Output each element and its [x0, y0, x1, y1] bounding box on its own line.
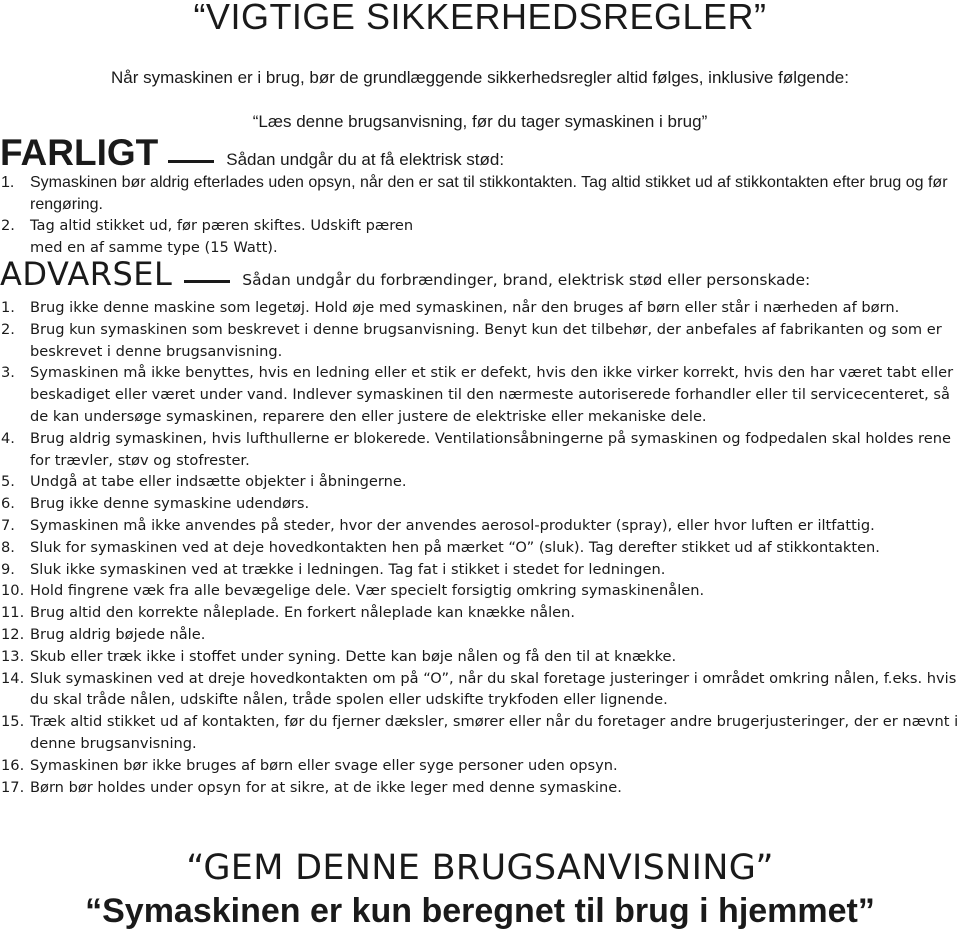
danger-subtitle: Sådan undgår du at få elektrisk stød:	[226, 150, 505, 169]
warning-heading-row	[0, 255, 810, 293]
warning-heading: ADVARSEL	[0, 255, 173, 293]
item-text: Træk altid stikket ud af kontakten, før du fjerner dæksler, smører eller når du foretager andre brugerjusteringer, der er nævnt i denne brugsanvisning.	[30, 713, 959, 752]
item-text: Brug ikke denne symaskine udendørs.	[30, 495, 310, 513]
list-item	[0, 668, 960, 712]
read-manual-note: “Læs denne brugsanvisning, før du tager symaskinen i brug”	[252, 112, 708, 131]
item-number: 15.	[1, 713, 25, 731]
item-text: Symaskinen bør ikke bruges af børn eller svage eller syge personer uden opsyn.	[30, 756, 618, 774]
item-number: 1.	[1, 174, 15, 191]
list-item	[0, 537, 960, 559]
item-text: Undgå at tabe eller indsætte objekter i åbningerne.	[30, 473, 407, 491]
list-item	[0, 624, 960, 646]
danger-heading: FARLIGT	[0, 132, 159, 173]
intro-text: Når symaskinen er i brug, bør de grundlæggende sikkerhedsregler altid følges, inklusive følgende:	[111, 68, 849, 87]
footer-keep-manual: “GEM DENNE BRUGSANVISNING”	[186, 848, 774, 888]
list-item	[0, 711, 960, 755]
footer-household-use: “Symaskinen er kun beregnet til brug i hjemmet”	[85, 892, 875, 930]
item-text: Symaskinen bør aldrig efterlades uden opsyn, når den er sat til stikkontakten. Tag altid stikket ud af stikkontakten efter brug og før rengøring.	[30, 174, 948, 213]
list-item	[0, 646, 960, 668]
list-item	[0, 428, 960, 472]
item-number: 9.	[1, 560, 15, 578]
heading-dash	[168, 160, 214, 163]
warning-subtitle: Sådan undgår du forbrændinger, brand, elektrisk stød eller personskade:	[242, 271, 811, 289]
item-text: Symaskinen må ikke anvendes på steder, hvor der anvendes aerosol-produkter (spray), eller hvor luften er iltfattig.	[30, 516, 875, 534]
item-text: Brug ikke denne maskine som legetøj. Hold øje med symaskinen, når den bruges af børn eller står i nærheden af børn.	[30, 299, 900, 316]
item-text: Børn bør holdes under opsyn for at sikre, at de ikke leger med denne symaskine.	[30, 778, 622, 796]
list-item	[0, 319, 960, 363]
item-text: Brug kun symaskinen som beskrevet i denne brugsanvisning. Benyt kun det tilbehør, der anbefales af fabrikanten og som er beskrevet i denne brugsanvisning.	[30, 320, 942, 360]
list-item	[0, 515, 960, 537]
item-number: 1.	[1, 299, 15, 316]
warning-list	[0, 297, 960, 798]
item-number: 12.	[1, 625, 25, 643]
item-number: 14.	[1, 669, 25, 687]
item-number: 17.	[1, 778, 25, 796]
item-number: 7.	[1, 516, 15, 534]
item-number: 6.	[1, 495, 15, 513]
list-item	[0, 471, 960, 493]
list-item	[0, 362, 960, 427]
item-text: Sluk symaskinen ved at dreje hovedkontakten om på “O”, når du skal foretage justeringer i området omkring nålen, f.eks. hvis du skal tråde nålen, udskifte nålen, tråde spolen eller udskifte trykfoden eller lignende.	[30, 669, 957, 709]
item-text: Tag altid stikket ud, før pæren skiftes. Udskift pæren med en af samme type (15 Watt).	[30, 217, 414, 256]
danger-heading-row	[0, 132, 504, 174]
list-item	[0, 602, 960, 624]
item-number: 8.	[1, 538, 15, 556]
item-text: Sluk for symaskinen ved at deje hovedkontakten hen på mærket “O” (sluk). Tag derefter stikket ud af stikkontakten.	[30, 538, 880, 556]
list-item	[0, 559, 960, 581]
item-text: Hold fingrene væk fra alle bevægelige dele. Vær specielt forsigtig omkring symaskinenålen.	[30, 582, 705, 600]
item-number: 10.	[1, 582, 25, 600]
item-number: 3.	[1, 364, 15, 382]
list-item	[0, 297, 960, 319]
list-item	[0, 755, 960, 777]
list-item	[0, 215, 450, 258]
item-number: 4.	[1, 429, 15, 447]
item-text: Brug aldrig bøjede nåle.	[30, 625, 206, 643]
item-number: 2.	[1, 217, 15, 234]
item-text: Brug aldrig symaskinen, hvis lufthullerne er blokerede. Ventilationsåbningerne på symaskinen og fodpedalen skal holdes rene for trævler, støv og stofrester.	[30, 429, 951, 469]
heading-dash	[184, 280, 230, 283]
list-item	[0, 777, 960, 799]
item-number: 2.	[1, 320, 15, 338]
item-text: Skub eller træk ikke i stoffet under syning. Dette kan bøje nålen og få den til at knække.	[30, 647, 677, 665]
item-number: 11.	[1, 604, 25, 622]
item-number: 16.	[1, 756, 25, 774]
item-number: 5.	[1, 473, 15, 491]
item-text: Symaskinen må ikke benyttes, hvis en ledning eller et stik er defekt, hvis den ikke virker korrekt, hvis den har været tabt eller beskadiget eller været under vand. Indlever symaskinen til den nærmeste autoriserede forhandler eller til servicecenteret, så de kan undersøge symaskinen, reparere den eller justere de elektriske eller mekaniske dele.	[30, 364, 954, 425]
item-text: Sluk ikke symaskinen ved at trække i ledningen. Tag fat i stikket i stedet for ledningen.	[30, 560, 666, 578]
list-item	[0, 493, 960, 515]
item-text: Brug altid den korrekte nåleplade. En forkert nåleplade kan knække nålen.	[30, 604, 576, 622]
list-item	[0, 580, 960, 602]
danger-list	[0, 172, 960, 215]
item-number: 13.	[1, 647, 25, 665]
danger-list-continued	[0, 215, 960, 258]
page-title: “VIGTIGE SIKKERHEDSREGLER”	[193, 0, 767, 37]
list-item	[0, 172, 960, 215]
